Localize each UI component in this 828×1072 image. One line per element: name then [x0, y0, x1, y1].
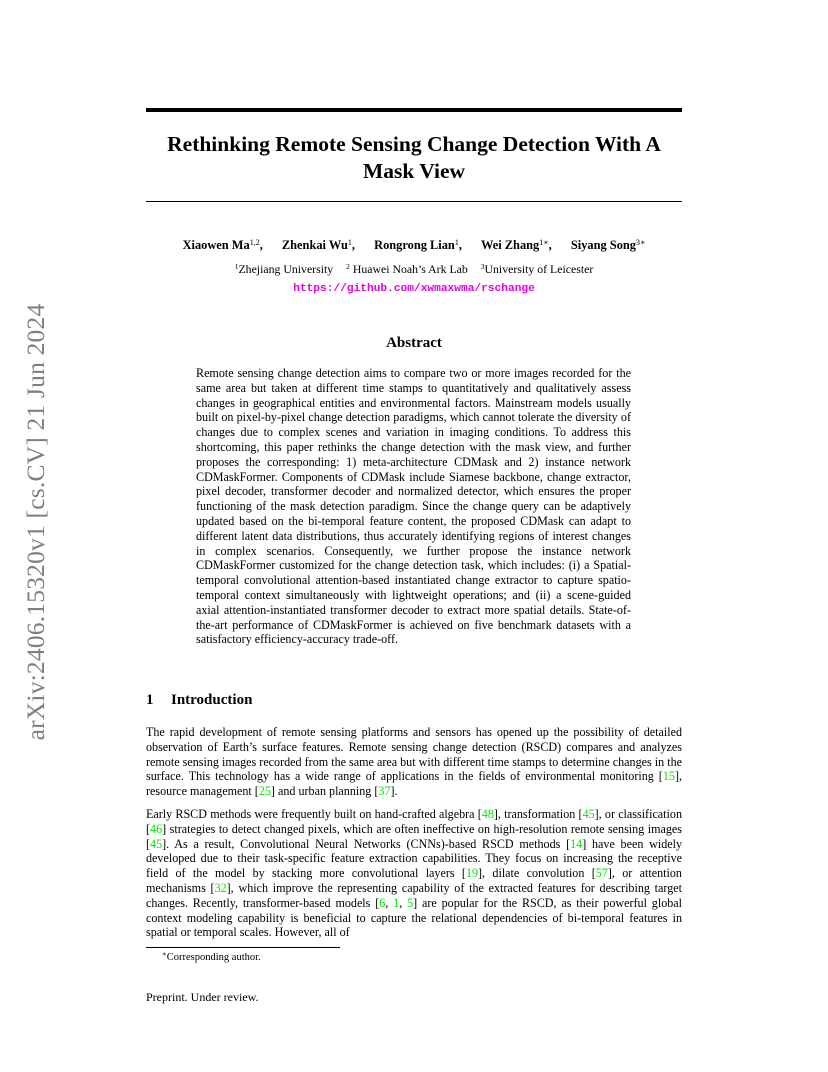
paragraph-text: ], dilate convolution [ — [478, 866, 596, 881]
citation-link[interactable]: 45 — [582, 807, 595, 821]
citation-link[interactable]: 15 — [662, 769, 675, 784]
citation-link[interactable]: 6 — [379, 895, 386, 910]
preprint-note: Preprint. Under review. — [146, 990, 259, 1004]
affiliation — [235, 262, 333, 276]
author-marks: 3∗ — [635, 238, 646, 247]
paragraph-text: ], resource management [ — [146, 769, 682, 799]
affiliation-name: University of Leicester — [484, 262, 594, 276]
paragraph-text: ], which improve the representing capability of the extracted features for describing target changes. Recently, transformer-based models [ — [146, 880, 682, 910]
paragraph-text: ], transformation [ — [493, 807, 583, 821]
affiliation — [481, 262, 594, 276]
citation-link[interactable]: 1 — [393, 895, 400, 910]
affiliation-name: Zhejiang University — [238, 262, 334, 276]
intro-paragraph-2 — [146, 807, 682, 940]
footnote-rule — [146, 947, 340, 948]
paragraph-text: ], or classification [ — [146, 807, 682, 836]
paragraph-text: ], or attention mechanisms [ — [146, 866, 682, 895]
author-marks: 1 — [347, 238, 352, 247]
author: Xiaowen Ma$^{1,2}$, — [182, 238, 263, 252]
section-heading-introduction — [146, 692, 682, 709]
affiliation-mark: 3 — [480, 262, 485, 271]
author-name: Wei Zhang — [481, 238, 540, 252]
citation-separator: , — [399, 895, 408, 910]
section-title: Introduction — [171, 692, 253, 708]
abstract-text: Remote sensing change detection aims to compare two or more images recorded for the same area but taken at different time stamps to quantitatively and qualitatively assess changes in geographical entities and environmental factors. Mainstream models usually built on pixel-by-pixel change detection paradigms, which cannot tolerate the diversity of changes due to complex scenes and variation in imaging conditions. To address this shortcoming, this paper rethinks the change detection with the mask view, and further proposes the corresponding: 1) meta-architecture CDMask and 2) instance network CDMaskFormer. Components of CDMask include Siamese backbone, change extractor, pixel decoder, transformer decoder and normalized detector, which ensures the proper functioning of the mask detection paradigm. Since the change query can be adaptively updated based on the bi-temporal feature content, the proposed CDMask can adapt to different latent data distributions, thus accurately identifying regions of interest changes in complex scenarios. Consequently, we further propose the instance network CDMaskFormer customized for the change detection task, which includes: (i) a Spatial-temporal convolutional attention-based instantiated change extractor to capture spatio-temporal context simultaneously with lightweight operations; and (ii) a scene-guided axial attention-instantiated transformer decoder to extract more spatial details. State-of-the-art performance of CDMaskFormer is achieved on five benchmark datasets with a satisfactory efficiency-accuracy trade-off. — [196, 366, 631, 647]
abstract-heading: Abstract — [386, 335, 442, 351]
author-name: Siyang Song — [570, 238, 636, 252]
citation-link[interactable]: 5 — [407, 895, 414, 910]
affiliation-list — [146, 262, 682, 277]
affiliation-mark: 2 — [346, 262, 350, 271]
author-marks: 1 — [454, 238, 459, 247]
author — [571, 238, 646, 252]
paragraph-text: The rapid development of remote sensing platforms and sensors has opened up the possibility of detailed observation of Earth’s surface features. Remote sensing change detection (RSCD) compares and analyzes remote sensing images recorded from the same area but with different time stamps to determine changes in the surface. This technology has a wide range of applications in the fields of environmental monitoring [ — [146, 725, 682, 784]
author-name: Rongrong Lian — [374, 238, 455, 252]
footnote-mark: ∗ — [162, 950, 167, 958]
citation-link[interactable]: 32 — [214, 880, 227, 895]
footnote-text: Corresponding author. — [166, 952, 261, 963]
author-list — [146, 238, 682, 253]
section-number: 1 — [146, 692, 154, 708]
citation-link[interactable]: 19 — [465, 866, 479, 881]
title-top-rule — [146, 108, 682, 112]
affiliation-name: Huawei Noah’s Ark Lab — [352, 262, 468, 276]
citation-link[interactable]: 25 — [258, 784, 271, 799]
citation-link[interactable]: 45 — [150, 836, 163, 851]
author-marks: 1∗ — [539, 238, 549, 247]
footnote — [162, 950, 261, 963]
author-name: Xiaowen Ma — [182, 238, 250, 252]
citation-link[interactable]: 14 — [570, 836, 583, 851]
affiliation — [346, 262, 468, 276]
arxiv-identifier-stamp: arXiv:2406.15320v1 [cs.CV] 21 Jun 2024 — [21, 303, 50, 741]
author: Rongrong Lian$^1$, — [374, 238, 462, 252]
paragraph-text: Early RSCD methods were frequently built on hand-crafted algebra [ — [146, 807, 482, 821]
author-marks: 1,2 — [249, 238, 260, 247]
github-link[interactable]: https://github.com/xwmaxwma/rschange — [293, 283, 535, 295]
affiliation-mark: 1 — [234, 262, 239, 271]
paragraph-text: ] and urban planning [ — [270, 784, 379, 799]
author: Zhenkai Wu$^1$, — [281, 238, 356, 252]
citation-separator: , — [385, 895, 394, 910]
title-bottom-rule — [146, 201, 682, 202]
author: Wei Zhang$^{1∗}$, — [481, 238, 552, 252]
citation-link[interactable]: 57 — [595, 866, 608, 881]
author-name: Zhenkai Wu — [281, 238, 348, 252]
citation-link[interactable]: 48 — [481, 807, 494, 821]
paper-title: Rethinking Remote Sensing Change Detection With A Mask View — [167, 132, 661, 183]
intro-paragraph-1 — [146, 725, 682, 799]
paragraph-text: ]. — [390, 784, 398, 799]
citation-link[interactable]: 46 — [150, 821, 163, 836]
paragraph-text: ] have been widely developed due to their task-specific feature extraction capabilities. They focus on increasing the receptive field of the model by stacking more convolutional layers [ — [146, 836, 683, 881]
paragraph-text: ] are popular for the RSCD, as their powerful global context modeling capability is beneficial to capture the relational dependencies of bi-temporal features in spatial or temporal scales. However, all of — [146, 895, 683, 940]
citation-link[interactable]: 37 — [378, 784, 391, 799]
paragraph-text: ] strategies to detect changed pixels, which are often ineffective on high-resolution remote sensing images [ — [146, 821, 682, 851]
paragraph-text: ]. As a result, Convolutional Neural Networks (CNNs)-based RSCD methods [ — [162, 836, 571, 851]
